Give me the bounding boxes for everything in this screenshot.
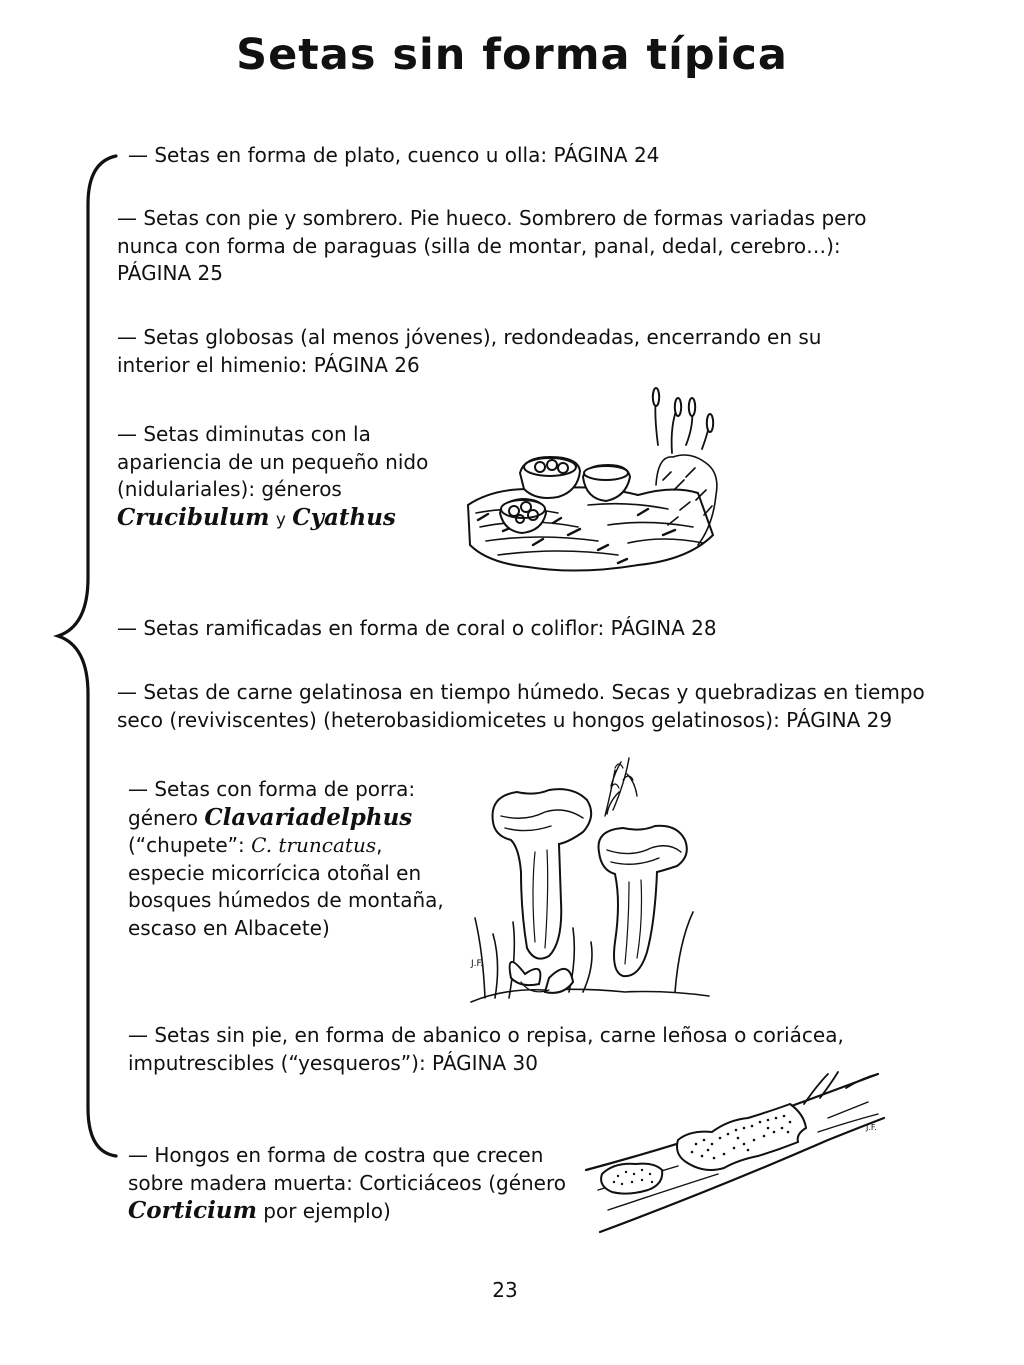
entry-plato: — Setas en forma de plato, cuenco u olla: PÁGINA 24 (128, 143, 660, 167)
entry-diminutas (117, 421, 437, 534)
porra-text-1: — Setas con forma de porra: género (128, 777, 416, 830)
page-number: 23 (492, 1278, 518, 1302)
nidulariales-illustration (458, 385, 733, 585)
costra-text-1: — Hongos en forma de costra que crecen sobre madera muerta: Corticiáceos (género (128, 1143, 566, 1195)
costra-text-2: por ejemplo) (263, 1199, 391, 1223)
genus-cyathus: Cyathus (292, 503, 396, 531)
entry-ramificadas: — Setas ramificadas en forma de coral o coliflor: PÁGINA 28 (117, 616, 717, 640)
connector-y: y (275, 509, 286, 530)
entry-costra (128, 1142, 583, 1226)
genus-crucibulum: Crucibulum (117, 503, 270, 531)
club-illustration-signature: J.F. (471, 959, 484, 969)
entry-repisa: — Setas sin pie, en forma de abanico o repisa, carne leñosa o coriácea, imputrescibles (“yesqueros”): PÁGINA 30 (128, 1023, 844, 1075)
species-truncatus: C. truncatus (251, 833, 377, 857)
porra-text-2: (“chupete”: (128, 833, 245, 857)
clavariadelphus-illustration (465, 752, 715, 1007)
page-title: Setas sin forma típica (236, 30, 788, 80)
genus-corticium: Corticium (128, 1197, 257, 1224)
entry-gelatinosa: — Setas de carne gelatinosa en tiempo húmedo. Secas y quebradizas en tiempo seco (reviviscentes) (heterobasidiomicetes u hongos gelatinosos): PÁGINA 29 (117, 680, 925, 732)
entry-porra (128, 776, 446, 942)
entry-pie-hueco: — Setas con pie y sombrero. Pie hueco. Sombrero de formas variadas pero nunca con forma de paraguas (silla de montar, panal, dedal, cerebro…): PÁGINA 25 (117, 206, 867, 285)
entry-globosas: — Setas globosas (al menos jóvenes), redondeadas, encerrando en su interior el himenio: PÁGINA 26 (117, 325, 822, 377)
crust-illustration-signature: J.F. (866, 1123, 877, 1132)
genus-clavariadelphus: Clavariadelphus (204, 803, 413, 831)
porra-text-3: , especie micorrícica otoñal en bosques húmedos de montaña, escaso en Albacete) (128, 833, 444, 940)
curly-bracket (50, 148, 120, 1168)
corticium-illustration (578, 1070, 898, 1240)
diminutas-text: — Setas diminutas con la apariencia de un pequeño nido (nidulariales): géneros (117, 422, 429, 501)
